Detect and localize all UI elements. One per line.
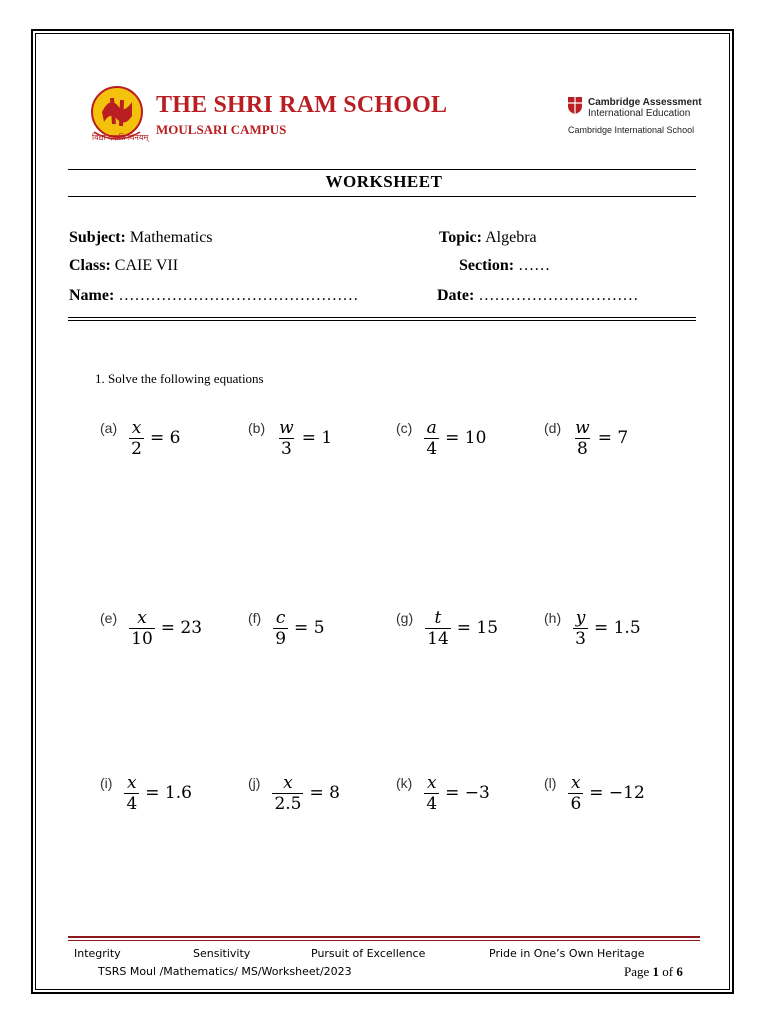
equation-rhs: = 1: [301, 428, 333, 448]
equation-label: (f): [248, 610, 262, 626]
denominator: 9: [275, 628, 287, 649]
worksheet-title: WORKSHEET: [325, 172, 443, 191]
denominator: 3: [280, 438, 292, 459]
fraction: [272, 773, 303, 814]
fraction: [424, 418, 439, 459]
equation-label: (l): [544, 775, 557, 791]
cambridge-line1: Cambridge Assessment: [588, 97, 702, 108]
page-of: of: [662, 964, 674, 979]
numerator: x: [131, 417, 142, 438]
logo-motto: विद्या ददाति विनयम्: [92, 133, 149, 142]
denominator: 8: [576, 438, 588, 459]
subject-value: Mathematics: [129, 229, 213, 246]
denominator: 6: [570, 793, 582, 814]
value-excellence: Pursuit of Excellence: [311, 947, 426, 960]
header-rule-1: [68, 317, 696, 318]
cambridge-line3: Cambridge International School: [568, 125, 695, 135]
equation-rhs: = 1.5: [593, 618, 641, 638]
equation-label: (g): [396, 610, 414, 626]
fraction: [568, 773, 583, 814]
topic-value: Algebra: [485, 229, 537, 246]
fraction: [277, 418, 296, 459]
equation-item: [544, 769, 645, 817]
equation-rhs: = 5: [294, 618, 325, 638]
name-value: ………………………………………: [118, 287, 359, 304]
numerator: x: [283, 772, 293, 793]
equation-item: [100, 414, 180, 462]
equation-item: [544, 604, 641, 652]
equation-item: [544, 414, 628, 462]
numerator: y: [575, 607, 586, 628]
date-field: [437, 287, 638, 305]
numerator: t: [434, 607, 442, 628]
equation-item: [248, 769, 340, 817]
denominator: 4: [126, 793, 138, 814]
fraction: [129, 418, 144, 459]
equation-rhs: = 8: [309, 783, 340, 803]
fraction: [129, 608, 155, 649]
equation-label: (b): [248, 420, 266, 436]
equation-rhs: = 6: [149, 428, 181, 448]
equation-rhs: = 23: [160, 618, 203, 638]
equation-label: (k): [396, 775, 413, 791]
equation-label: (c): [396, 420, 413, 436]
cambridge-line2: International Education: [588, 108, 691, 119]
numerator: a: [426, 417, 437, 438]
header-rule-2: [68, 320, 696, 321]
title-rule-bottom: [68, 196, 696, 197]
title-rule-top: [68, 169, 696, 170]
equation-rhs: = −3: [445, 783, 490, 803]
equation-label: (j): [248, 775, 261, 791]
equation-label: (e): [100, 610, 118, 626]
footer-rule: [68, 936, 700, 938]
name-field: [69, 287, 358, 305]
numerator: x: [137, 607, 147, 628]
question-1: 1. Solve the following equations: [95, 371, 264, 386]
value-heritage: Pride in One’s Own Heritage: [489, 947, 645, 960]
class-value: CAIE VII: [114, 257, 179, 274]
page-prefix: Page: [624, 964, 650, 979]
section-value: ……: [518, 257, 551, 274]
denominator: 2.5: [274, 793, 302, 814]
denominator: 4: [426, 793, 438, 814]
equation-label: (d): [544, 420, 562, 436]
fraction: [124, 773, 139, 814]
equation-label: (i): [100, 775, 113, 791]
equation-item: [100, 769, 192, 817]
denominator: 3: [575, 628, 586, 649]
equation-item: [248, 414, 332, 462]
equation-item: [100, 604, 202, 652]
date-value: …………………………: [478, 287, 639, 304]
numerator: w: [279, 417, 294, 438]
subject-label: Subject:: [69, 229, 126, 246]
equation-rhs: = 15: [456, 618, 499, 638]
numerator: x: [426, 772, 437, 793]
equation-rhs: = −12: [589, 783, 645, 803]
class-field: [69, 257, 178, 275]
topic-field: [439, 229, 537, 247]
date-label: Date:: [437, 287, 475, 304]
fraction: [424, 773, 439, 814]
footer-rule-thin: [68, 940, 700, 941]
page-current: 1: [652, 964, 660, 979]
name-label: Name:: [69, 287, 115, 304]
fraction: [573, 608, 588, 649]
class-label: Class:: [69, 257, 111, 274]
denominator: 2: [131, 438, 142, 459]
equation-label: (a): [100, 420, 118, 436]
numerator: x: [127, 772, 137, 793]
subject-field: [69, 229, 213, 247]
equation-rhs: = 10: [445, 428, 487, 448]
document-reference: TSRS Moul /Mathematics/ MS/Worksheet/2023: [98, 965, 352, 978]
fraction: [273, 608, 288, 649]
equation-item: [396, 769, 490, 817]
page-total: 6: [676, 964, 683, 979]
numerator: x: [571, 772, 581, 793]
equation-rhs: = 7: [597, 428, 629, 448]
equation-rhs: = 1.6: [145, 783, 192, 803]
page-number: [624, 964, 683, 980]
equation-item: [396, 604, 498, 652]
value-sensitivity: Sensitivity: [193, 947, 251, 960]
value-integrity: Integrity: [74, 947, 121, 960]
section-label: Section:: [459, 257, 515, 274]
denominator: 4: [426, 438, 438, 459]
equation-item: [248, 604, 325, 652]
cambridge-shield-icon: [568, 97, 582, 114]
equation-label: (h): [544, 610, 562, 626]
fraction: [425, 608, 451, 649]
denominator: 14: [427, 628, 449, 649]
topic-label: Topic:: [439, 229, 482, 246]
denominator: 10: [131, 628, 153, 649]
fraction: [573, 418, 592, 459]
section-field: [459, 257, 550, 275]
equation-item: [396, 414, 486, 462]
campus-name: MOULSARI CAMPUS: [156, 122, 287, 137]
numerator: w: [575, 417, 590, 438]
school-name: THE SHRI RAM SCHOOL: [156, 92, 448, 118]
numerator: c: [275, 607, 286, 628]
